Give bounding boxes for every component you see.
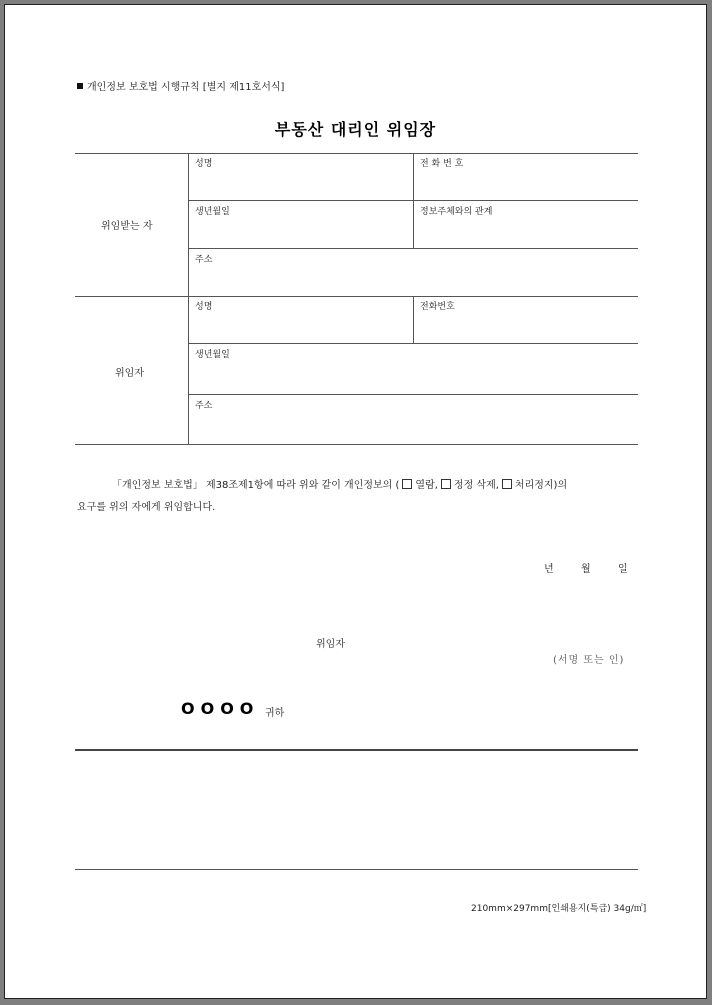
document-title: 부동산 대리인 위임장 xyxy=(274,120,437,139)
delegate-name-label: 성명 xyxy=(195,159,213,169)
date-year-label: 년 xyxy=(544,564,554,575)
statement-line-1: 「개인정보 보호법」 제38조제1항에 따라 위와 같이 개인정보의 ( 열람, 정정 삭제, 처리정지)의 xyxy=(112,480,568,491)
row-divider xyxy=(188,394,638,395)
cell-divider xyxy=(413,296,414,343)
table-top-border xyxy=(75,153,638,154)
form-page xyxy=(4,4,707,999)
delegate-birth-label: 생년월일 xyxy=(195,207,230,217)
cell-divider xyxy=(413,153,414,248)
delegator-section-heading: 위임자 xyxy=(115,368,144,379)
read-checkbox[interactable] xyxy=(402,479,412,489)
footer-thick-rule xyxy=(75,749,638,751)
signature-hint: (서명 또는 인) xyxy=(553,655,625,666)
delegate-relation-label: 정보주체와의 관계 xyxy=(420,207,493,217)
correct-delete-checkbox[interactable] xyxy=(441,479,451,489)
delegator-address-label: 주소 xyxy=(195,401,213,411)
addressee-name: OOOO xyxy=(181,699,260,718)
label-column-divider xyxy=(188,153,189,444)
delegator-phone-label: 전화번호 xyxy=(420,302,455,312)
delegate-address-label: 주소 xyxy=(195,255,213,265)
delegator-name-label: 성명 xyxy=(195,302,213,312)
row-divider xyxy=(188,343,638,344)
suspend-processing-checkbox[interactable] xyxy=(502,479,512,489)
date-day-label: 일 xyxy=(618,564,628,575)
addressee-honorific: 귀하 xyxy=(265,708,285,719)
delegator-signature-label: 위임자 xyxy=(316,639,345,650)
paper-spec: 210mm×297mm[인쇄용지(특급) 34g/㎡] xyxy=(471,904,647,914)
square-bullet-icon xyxy=(77,83,83,89)
section-divider xyxy=(75,296,638,297)
footer-thin-rule xyxy=(75,869,638,870)
delegate-phone-label: 전 화 번 호 xyxy=(420,159,464,169)
delegation-statement xyxy=(77,475,646,519)
statement-line-2: 요구를 위의 자에게 위임합니다. xyxy=(77,502,216,513)
date-month-label: 월 xyxy=(581,564,591,575)
form-reference: 개인정보 보호법 시행규칙 [별지 제11호서식] xyxy=(77,78,284,93)
table-bottom-border xyxy=(75,444,638,445)
delegate-section-heading: 위임받는 자 xyxy=(101,221,153,232)
delegator-birth-label: 생년월일 xyxy=(195,350,230,360)
row-divider xyxy=(188,248,638,249)
